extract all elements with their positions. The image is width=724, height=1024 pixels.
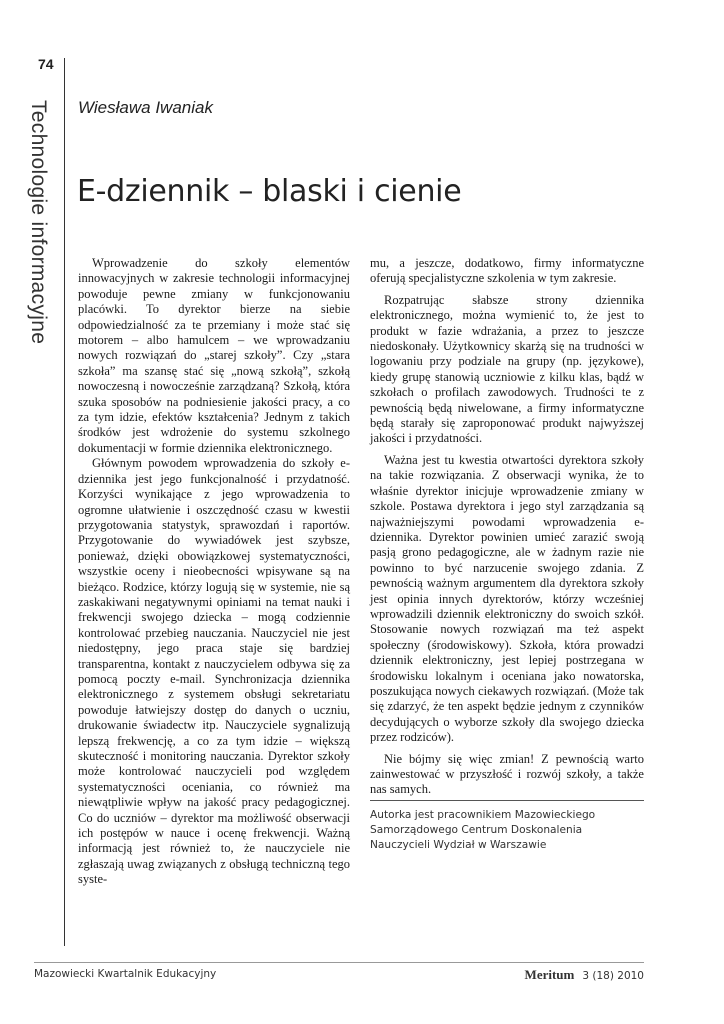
margin-rule [64, 58, 65, 946]
right-column [370, 256, 644, 804]
paragraph: Ważna jest tu kwestia otwartości dyrektora szkoły na takie rozwiązania. Z obserwacji wynika, że to właśnie dyrektor inicjuje wprowadzenie zmiany w szkole. Postawa dyrektora i jego styl zarządzania są najważniejszymi powodami wprowadzenia e-dziennika. Dyrektor powinien umieć zarazić swoją pasją grono pedagogiczne, ale w żadnym razie nie powinno to być narzucenie swojego zdania. Z pewnością ważnym argumentem dla dyrektora szkoły jest opinia innych dyrektorów, którzy wcześniej wprowadzili dziennik elektroniczny do swoich szkół. Stosowanie nowych rozwiązań ma też aspekt społeczny (środowiskowy). Szkoła, która prowadzi dziennik elektroniczny, jest lepiej postrzegana w środowisku lokalnym i oceniana jako nowatorska, poszukująca nowych ciekawych rozwiązań. (Może tak się zdarzyć, że ten aspekt będzie jednym z czynników decydujących o wyborze szkoły dla swojego dziecka przez rodziców). [370, 452, 644, 745]
footer-divider [34, 962, 644, 963]
footer-journal: Mazowiecki Kwartalnik Edukacyjny [34, 968, 217, 980]
author-note: Autorka jest pracownikiem Mazowieckiego Samorządowego Centrum Doskonalenia Nauczycieli Wydział w Warszawie [370, 800, 644, 853]
section-title: Technologie informacyjne [27, 100, 50, 345]
footer-issue: 3 (18) 2010 [582, 970, 644, 982]
article-title: E-dziennik – blaski i cienie [77, 174, 462, 209]
paragraph: Nie bójmy się więc zmian! Z pewnością warto zainwestować w przyszłość i rozwój szkoły, a także nas samych. [370, 751, 644, 797]
article-author: Wiesława Iwaniak [78, 98, 213, 117]
paragraph: mu, a jeszcze, dodatkowo, firmy informatyczne oferują specjalistyczne szkolenia w tym zakresie. [370, 256, 644, 286]
page-number: 74 [38, 56, 54, 72]
paragraph: Rozpatrując słabsze strony dziennika elektronicznego, można wymienić to, że jest to produkt w fazie wdrażania, a przez to jeszcze niedoskonały. Użytkownicy skarżą się na trudności w logowaniu przy podziale na grupy (np. językowe), kiedy grupę stanowią uczniowie z kilku klas, bądź w szkołach o profilach zawodowych. Trudności te z pewnością będą niwelowane, a firmy informatyczne będą starały się zaproponować produkt najwyższej jakości i przydatności. [370, 292, 644, 446]
footer-issue-info [525, 967, 644, 983]
left-column [78, 256, 350, 888]
footer-journal-name: Meritum [524, 967, 575, 982]
paragraph: Wprowadzenie do szkoły elementów innowacyjnych w zakresie technologii informacyjnej powoduje pewne zmiany w funkcjonowaniu placówki. To dyrektor bierze na siebie odpowiedzialność za te przemiany i może stać się motorem – albo hamulcem – we wprowadzaniu nowych rozwiązań do „starej szkoły”. Czy „stara szkoła” ma szansę stać się „nową szkołą”, szkołą nowoczesną i nowocześnie zarządzaną? Szkołą, która szuka sposobów na podniesienie jakości pracy, a co za tym idzie, efektów kształcenia? Jednym z takich środków jest wdrożenie do systemu szkolnego dokumentacji w formie dziennika elektronicznego. [78, 256, 350, 455]
paragraph: Głównym powodem wprowadzenia do szkoły e-dziennika jest jego funkcjonalność i przydatność. Korzyści wynikające z jego wprowadzenia to ogromne ułatwienie i oszczędność czasu w kwestii przygotowania statystyk, sprawozdań i raportów. Przygotowanie do wywiadówek jest szybsze, ponieważ, dzięki obowiązkowej systematyczności, wszystkie oceny i nieobecności wpisywane są na bieżąco. Rodzice, którzy logują się w systemie, nie są zaskakiwani negatywnymi opiniami na temat nauki i frekwencji swojego dziecka – mogą codziennie kontrolować przebieg nauczania. Nauczyciel nie jest niedostępny, jego praca staje się bardziej transparentna, kontakt z nauczycielem odbywa się za pomocą poczty e-mail. Synchronizacja dziennika elektronicznego z systemem obsługi sekretariatu powoduje łatwiejszy dostęp do danych o uczniu, drukowanie świadectw itp. Nauczyciele sygnalizują lepszą frekwencję, a co za tym idzie – większą skuteczność i monitoring nauczania. Dyrektor szkoły może kontrolować nauczycieli pod względem systematyczności oceniania, co również ma niewątpliwie wpływ na jakość pracy pedagogicznej. Co do uczniów – dyrektor ma możliwość obserwacji ich postępów w nauce i ocenę frekwencji. Ważną informacją jest również to, że nauczyciele nie zgłaszają uwag związanych z obsługą techniczną tego syste- [78, 456, 350, 887]
